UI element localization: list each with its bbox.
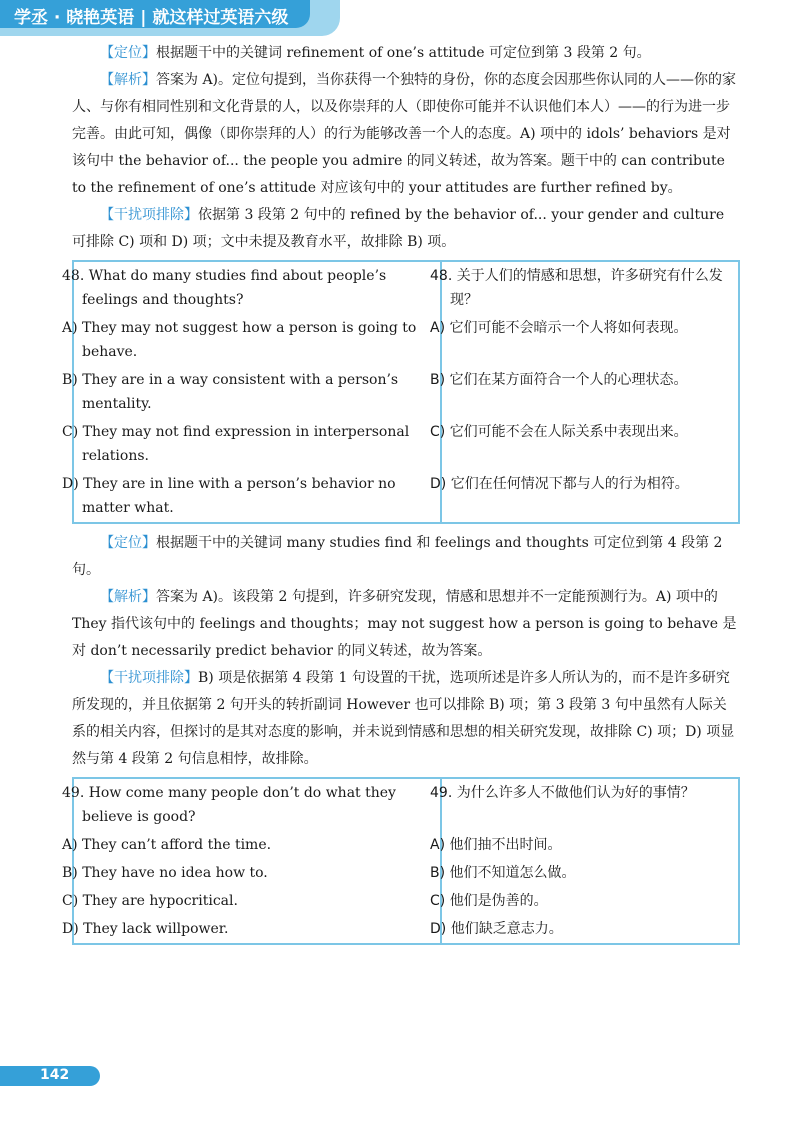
option-en: A) They can’t afford the time. [73, 831, 441, 859]
table-row [73, 859, 739, 887]
table-row [73, 887, 739, 915]
table-row [73, 915, 739, 944]
option-en: D) They are in line with a person’s behavior no matter what. [73, 470, 441, 523]
question-49-table [62, 777, 740, 945]
option-cn: D) 它们在任何情况下都与人的行为相符。 [430, 476, 689, 492]
table-row [73, 470, 739, 523]
analysis-label: 【解析】 [100, 589, 156, 605]
option-en: A) They may not suggest how a person is going to behave. [73, 314, 441, 366]
locate-text: 根据题干中的关键词 many studies find 和 feelings and thoughts 可定位到第 4 段第 2 句。 [72, 535, 723, 578]
question-49-en: 49. How come many people don’t do what they believe is good? [73, 778, 441, 831]
q48-analysis [72, 584, 740, 665]
option-cn: D) 他们缺乏意志力。 [430, 921, 563, 937]
table-row [73, 366, 739, 418]
page-header [0, 0, 800, 40]
locate-label: 【定位】 [100, 45, 156, 61]
q48-locate [72, 530, 740, 584]
header-title: 学丞 · 晓艳英语 | 就这样过英语六级 [14, 8, 289, 28]
option-en: D) They lack willpower. [73, 915, 441, 944]
analysis-text: 答案为 A)。该段第 2 句提到，许多研究发现，情感和思想并不一定能预测行为。A) 项中的 They 指代该句中的 feelings and thoughts；may not suggest how a person is going to behave 是对 don’t necessarily predict behavior 的同义转述，故为答案。 [72, 589, 737, 659]
table-row [73, 418, 739, 470]
exclusion-text: 依据第 3 段第 2 句中的 refined by the behavior of... your gender and culture 可排除 C) 项和 D) 项；文中未提及教育水平，故排除 B) 项。 [72, 207, 725, 250]
exclusion-text: B) 项是依据第 4 段第 1 句设置的干扰，选项所述是许多人所认为的，而不是许多研究所发现的，并且依据第 2 句开头的转折副词 However 也可以排除 B) 项；第 3 段第 3 句中虽然有人际关系的相关内容，但探讨的是其对态度的影响，并未说到情感和思想的相关研究发现，故排除 C) 项；D) 项显然与第 4 段第 2 句信息相悖，故排除。 [72, 670, 735, 767]
locate-text: 根据题干中的关键词 refinement of one’s attitude 可定位到第 3 段第 2 句。 [156, 45, 651, 61]
q47-locate [72, 40, 740, 67]
q47-exclusion [72, 202, 740, 256]
exclusion-label: 【干扰项排除】 [100, 670, 198, 686]
option-en: C) They may not find expression in interpersonal relations. [73, 418, 441, 470]
analysis-label: 【解析】 [100, 72, 156, 88]
table-row [73, 831, 739, 859]
question-49-cn: 49. 为什么许多人不做他们认为好的事情？ [430, 785, 695, 801]
locate-label: 【定位】 [100, 535, 156, 551]
option-en: C) They are hypocritical. [73, 887, 441, 915]
question-48-en: 48. What do many studies find about people’s feelings and thoughts? [73, 261, 441, 314]
question-48-cn: 48. 关于人们的情感和思想，许多研究有什么发现？ [430, 268, 723, 308]
option-cn: A) 他们抽不出时间。 [430, 837, 562, 853]
q48-exclusion [72, 665, 740, 773]
page-number: 142 [40, 1067, 70, 1083]
option-cn: A) 它们可能不会暗示一个人将如何表现。 [430, 320, 688, 336]
option-cn: B) 他们不知道怎么做。 [430, 865, 576, 881]
q47-analysis [72, 67, 740, 202]
page-content [62, 40, 740, 951]
table-row [73, 261, 739, 314]
question-48-table [62, 260, 740, 524]
option-cn: C) 它们可能不会在人际关系中表现出来。 [430, 424, 688, 440]
option-cn: C) 他们是伪善的。 [430, 893, 548, 909]
analysis-text: 答案为 A)。定位句提到，当你获得一个独特的身份，你的态度会因那些你认同的人——你的家人、与你有相同性别和文化背景的人，以及你崇拜的人（即使你可能并不认识他们本人）——的行为进一步完善。由此可知，偶像（即你崇拜的人）的行为能够改善一个人的态度。A) 项中的 idols’ behaviors 是对该句中 the behavior of... the people you admire 的同义转述，故为答案。题干中的 can contribute to the refinement of one’s attitude 对应该句中的 your attitudes are further refined by。 [72, 72, 737, 196]
option-cn: B) 它们在某方面符合一个人的心理状态。 [430, 372, 688, 388]
table-row [73, 314, 739, 366]
option-en: B) They are in a way consistent with a person’s mentality. [73, 366, 441, 418]
option-en: B) They have no idea how to. [73, 859, 441, 887]
exclusion-label: 【干扰项排除】 [100, 207, 198, 223]
table-row [73, 778, 739, 831]
